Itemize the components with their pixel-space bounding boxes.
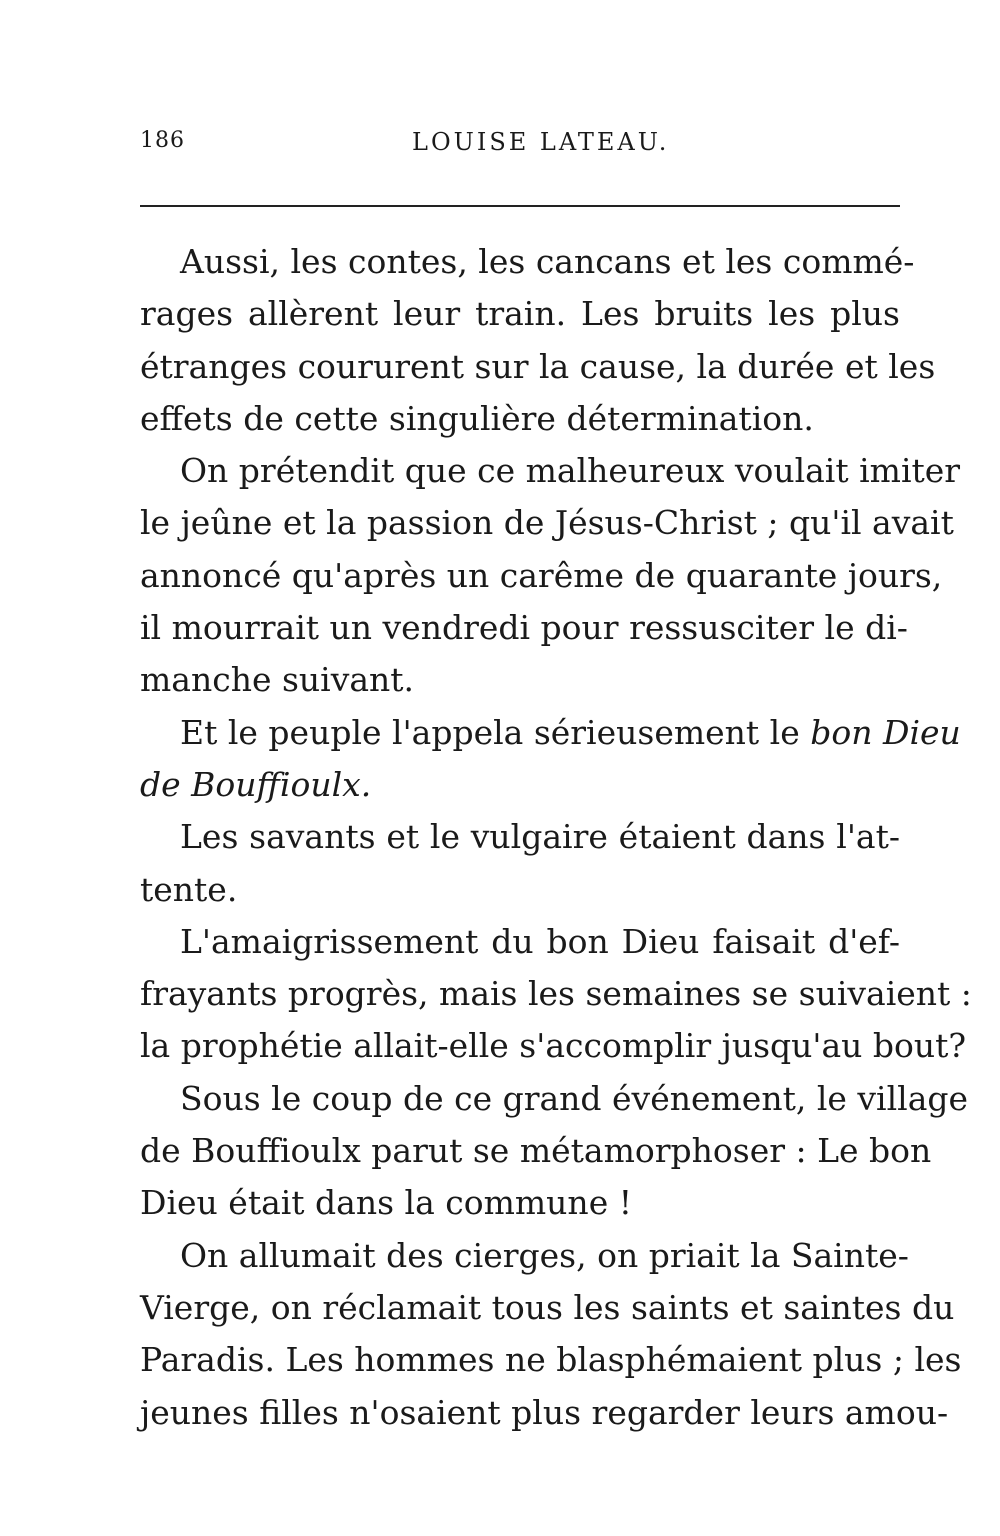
text-line: Aussi, les contes, les cancans et les commé- bbox=[180, 242, 915, 281]
text-line: tente. bbox=[140, 869, 238, 909]
text-run: Et le peuple l'appela sérieusement le bbox=[180, 712, 811, 752]
text-line: annoncé qu'après un carême de quarante jours, bbox=[140, 555, 943, 595]
text-line: étranges coururent sur la cause, la durée et les bbox=[140, 346, 936, 386]
text-line: effets de cette singulière détermination. bbox=[140, 398, 814, 438]
page-number: 186 bbox=[140, 128, 185, 153]
text-line: jeunes filles n'osaient plus regarder leurs amou- bbox=[140, 1392, 949, 1432]
italic-text: bon Dieu bbox=[810, 712, 961, 752]
text-line: le jeûne et la passion de Jésus-Christ ; qu'il avait bbox=[140, 503, 954, 543]
page-header bbox=[140, 128, 900, 168]
text-line: manche suivant. bbox=[140, 660, 415, 700]
header-rule bbox=[140, 205, 900, 207]
text-line: On allumait des cierges, on priait la Sainte- bbox=[180, 1235, 909, 1275]
text-line: Vierge, on réclamait tous les saints et saintes du bbox=[140, 1287, 955, 1327]
running-title: LOUISE LATEAU. bbox=[412, 128, 670, 156]
text-line: rages allèrent leur train. Les bruits les plus bbox=[140, 294, 900, 334]
text-line: de Bouffioulx. bbox=[140, 764, 372, 804]
text-line: L'amaigrissement du bon Dieu faisait d'ef- bbox=[180, 921, 900, 961]
text-line: la prophétie allait-elle s'accomplir jusqu'au bout? bbox=[140, 1026, 967, 1066]
text-line: On prétendit que ce malheureux voulait imiter bbox=[180, 451, 961, 491]
text-line: Les savants et le vulgaire étaient dans l'at- bbox=[180, 817, 900, 857]
text-line: Paradis. Les hommes ne blasphémaient plus ; les bbox=[140, 1340, 962, 1380]
text-line: frayants progrès, mais les semaines se suivaient : bbox=[140, 974, 972, 1014]
text-line bbox=[140, 707, 961, 759]
text-line: Dieu était dans la commune ! bbox=[140, 1183, 632, 1223]
text-line: il mourrait un vendredi pour ressusciter le di- bbox=[140, 608, 908, 648]
text-line: Sous le coup de ce grand événement, le village bbox=[180, 1078, 969, 1118]
body-text bbox=[140, 236, 972, 1439]
text-line: de Bouffioulx parut se métamorphoser : Le bon bbox=[140, 1131, 932, 1171]
